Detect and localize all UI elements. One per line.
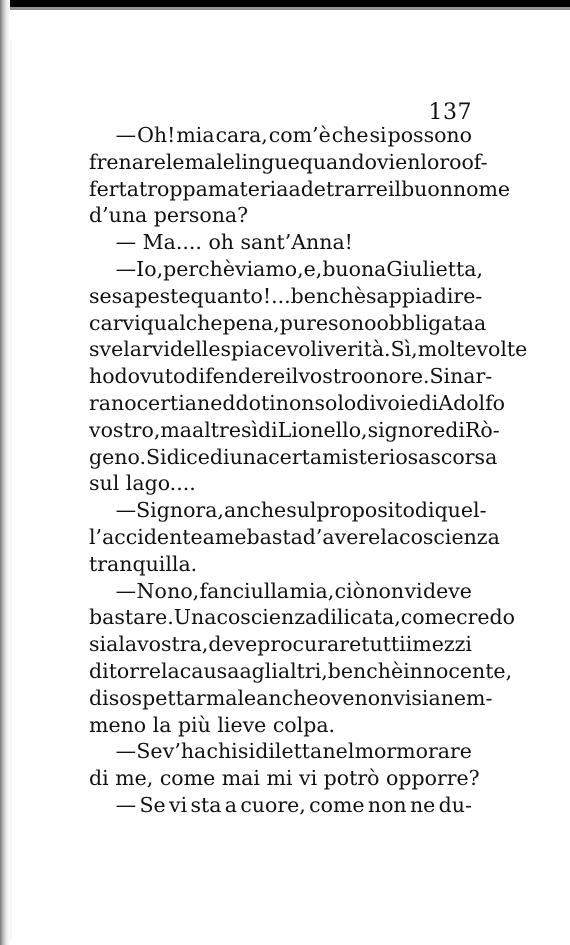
word: diletta bbox=[255, 739, 323, 764]
word: possono bbox=[387, 123, 472, 147]
word: meno bbox=[89, 712, 153, 737]
word: frenare bbox=[89, 149, 166, 174]
word: coscienza bbox=[216, 605, 318, 630]
word: Giulietta, bbox=[386, 256, 484, 281]
word: il bbox=[387, 176, 402, 201]
text-line bbox=[89, 256, 484, 283]
word: cara, bbox=[215, 123, 268, 147]
text-line bbox=[89, 283, 483, 310]
word: si bbox=[237, 739, 255, 764]
word: sapeste bbox=[111, 283, 191, 308]
word: me bbox=[214, 524, 247, 549]
word: di bbox=[418, 390, 439, 415]
text-line bbox=[89, 578, 472, 605]
word: mezzi bbox=[412, 632, 472, 657]
word: altresì bbox=[192, 417, 259, 442]
word: d’una bbox=[89, 203, 154, 228]
word: deve bbox=[208, 632, 258, 657]
word: rano bbox=[89, 390, 137, 415]
word: anche bbox=[223, 498, 287, 523]
word: l’accidente bbox=[89, 524, 203, 549]
word: benchè bbox=[290, 283, 366, 308]
word: di bbox=[89, 658, 109, 683]
word: Si bbox=[429, 364, 451, 389]
word: nem- bbox=[440, 685, 493, 710]
word: loro bbox=[420, 149, 462, 174]
text-line bbox=[89, 631, 472, 658]
word: Oh! bbox=[137, 123, 176, 147]
word: come bbox=[159, 766, 222, 791]
text-line bbox=[89, 470, 472, 497]
word: voi bbox=[375, 390, 407, 415]
word: fanciulla bbox=[199, 578, 290, 603]
word: ma bbox=[160, 417, 193, 442]
word: di bbox=[445, 417, 465, 442]
word: sul bbox=[89, 471, 126, 496]
body-text bbox=[89, 122, 528, 819]
word: anche bbox=[256, 685, 319, 710]
word: vien bbox=[376, 149, 421, 174]
word: male bbox=[205, 685, 257, 710]
text-line bbox=[89, 149, 488, 176]
word: lago.... bbox=[125, 471, 196, 496]
word: sant’Anna! bbox=[240, 230, 353, 255]
word: non bbox=[365, 578, 405, 603]
word: vostro bbox=[298, 364, 364, 389]
word: di bbox=[209, 444, 230, 469]
word: aneddoti bbox=[184, 390, 276, 415]
text-line bbox=[89, 658, 513, 685]
word: Una bbox=[173, 605, 217, 630]
word: volte bbox=[476, 337, 528, 362]
word: no, bbox=[167, 578, 200, 603]
word: a bbox=[288, 176, 301, 201]
word: sul bbox=[286, 498, 317, 523]
word: come bbox=[309, 792, 365, 817]
word: e bbox=[406, 390, 419, 415]
word: solo bbox=[314, 390, 357, 415]
word: du- bbox=[438, 792, 472, 817]
page-number: 137 bbox=[428, 100, 472, 125]
word: mai bbox=[221, 766, 267, 791]
word: proposito bbox=[316, 498, 415, 523]
word: basta bbox=[246, 524, 303, 549]
word: certa bbox=[268, 444, 323, 469]
word: vi bbox=[234, 256, 254, 281]
word: of- bbox=[461, 149, 488, 174]
top-edge-rule bbox=[0, 0, 570, 7]
word: carvi bbox=[89, 310, 141, 335]
text-line bbox=[89, 363, 493, 390]
word: Sì, bbox=[390, 337, 418, 362]
word: perchè bbox=[163, 256, 235, 281]
word: sono bbox=[328, 310, 377, 335]
word: a bbox=[224, 792, 237, 817]
word: v’ha bbox=[162, 739, 207, 764]
word: ne bbox=[409, 792, 436, 817]
word: vi bbox=[393, 685, 412, 710]
word: le bbox=[165, 149, 185, 174]
word: la bbox=[161, 658, 180, 683]
word: onore. bbox=[363, 364, 430, 389]
word: dice bbox=[166, 444, 210, 469]
word: vi bbox=[404, 578, 423, 603]
text-line bbox=[89, 202, 472, 229]
word: Si bbox=[145, 444, 167, 469]
word: se bbox=[89, 283, 112, 308]
word: di bbox=[89, 685, 109, 710]
word: buon bbox=[401, 176, 453, 201]
text-line bbox=[89, 122, 472, 149]
text-line bbox=[89, 390, 506, 417]
page-binding-edge bbox=[0, 0, 10, 945]
word: molte bbox=[417, 337, 477, 362]
word: pure bbox=[279, 310, 329, 335]
word: sia bbox=[89, 632, 119, 657]
word: Rò- bbox=[464, 417, 500, 442]
word: materia bbox=[207, 176, 289, 201]
word: deve bbox=[422, 578, 472, 603]
word: la bbox=[380, 524, 400, 549]
word: innocente, bbox=[403, 658, 513, 683]
word: non bbox=[354, 685, 394, 710]
word: non bbox=[275, 390, 315, 415]
word: cuore, bbox=[240, 792, 306, 817]
word: detrarre bbox=[300, 176, 388, 201]
word: procurare bbox=[257, 632, 362, 657]
word: nar- bbox=[450, 364, 493, 389]
word: vostro, bbox=[89, 417, 161, 442]
word: Io, bbox=[136, 256, 164, 281]
word: persona? bbox=[153, 203, 249, 228]
word: lingue bbox=[234, 149, 300, 174]
word: ove bbox=[318, 685, 355, 710]
word: delle bbox=[169, 337, 221, 362]
word: — bbox=[115, 792, 137, 817]
word: ciò bbox=[334, 578, 365, 603]
text-line bbox=[89, 444, 498, 471]
word: di bbox=[89, 766, 116, 791]
word: e, bbox=[303, 256, 323, 281]
word: misteriosa bbox=[322, 444, 431, 469]
word: oh bbox=[208, 230, 241, 255]
word: Adolfo bbox=[438, 390, 506, 415]
word: benchè bbox=[327, 658, 404, 683]
word: verità. bbox=[323, 337, 391, 362]
text-line bbox=[89, 551, 472, 578]
word: vi bbox=[298, 766, 324, 791]
word: me, bbox=[115, 766, 160, 791]
word: sospettar bbox=[108, 685, 206, 710]
word: svelarvi bbox=[89, 337, 170, 362]
word: pena, bbox=[222, 310, 280, 335]
word: tranquilla. bbox=[89, 551, 198, 576]
word: — bbox=[115, 578, 137, 603]
word: quanto!... bbox=[190, 283, 291, 308]
word: ho bbox=[89, 364, 115, 389]
word: lieve bbox=[217, 712, 273, 737]
word: di bbox=[356, 390, 376, 415]
word: Lionello, bbox=[277, 417, 368, 442]
word: scorsa bbox=[430, 444, 498, 469]
word: — bbox=[115, 230, 143, 255]
word: si bbox=[369, 123, 387, 147]
word: i bbox=[405, 632, 413, 657]
word: re- bbox=[453, 283, 483, 308]
text-line bbox=[89, 336, 528, 363]
word: coscienza bbox=[399, 524, 500, 549]
word: il bbox=[285, 364, 299, 389]
word: una bbox=[229, 444, 269, 469]
word: — bbox=[115, 256, 137, 281]
word: quando bbox=[299, 149, 377, 174]
word: la bbox=[152, 712, 178, 737]
text-line bbox=[89, 229, 472, 256]
text-line bbox=[89, 310, 487, 337]
word: Se bbox=[139, 792, 166, 817]
word: potrò bbox=[323, 766, 387, 791]
word: mia bbox=[176, 123, 215, 147]
word: più bbox=[177, 712, 218, 737]
word: mormorare bbox=[354, 739, 472, 764]
word: colpa. bbox=[272, 712, 336, 737]
word: spiacevoli bbox=[220, 337, 324, 362]
word: causa bbox=[179, 658, 240, 683]
word: la bbox=[118, 632, 138, 657]
word: opporre? bbox=[386, 766, 480, 791]
text-line bbox=[89, 604, 516, 631]
word: signore bbox=[367, 417, 446, 442]
word: di bbox=[258, 417, 278, 442]
word: bastare. bbox=[89, 605, 174, 630]
word: No bbox=[136, 578, 167, 603]
text-line bbox=[89, 497, 487, 524]
word: mia, bbox=[289, 578, 335, 603]
word: dovuto bbox=[114, 364, 186, 389]
word: non bbox=[367, 792, 407, 817]
text-line bbox=[89, 738, 472, 765]
word: Ma.... bbox=[142, 230, 209, 255]
word: che bbox=[331, 123, 369, 147]
text-line bbox=[89, 417, 500, 444]
word: a bbox=[202, 524, 215, 549]
word: vi bbox=[168, 792, 188, 817]
word: obbligata bbox=[376, 310, 474, 335]
word: — bbox=[115, 123, 137, 147]
word: sappia bbox=[365, 283, 434, 308]
word: troppa bbox=[138, 176, 208, 201]
word: — bbox=[115, 498, 137, 523]
word: male bbox=[184, 149, 235, 174]
word: com’è bbox=[268, 123, 331, 147]
word: quel- bbox=[434, 498, 487, 523]
word: amo, bbox=[253, 256, 304, 281]
word: qualche bbox=[140, 310, 223, 335]
word: Signora, bbox=[136, 498, 224, 523]
text-line bbox=[89, 792, 472, 819]
word: torre bbox=[108, 658, 161, 683]
word: difendere bbox=[185, 364, 286, 389]
text-line bbox=[89, 765, 480, 792]
word: dilicata, bbox=[317, 605, 401, 630]
word: d’avere bbox=[302, 524, 381, 549]
word: sia bbox=[411, 685, 441, 710]
word: di bbox=[414, 498, 435, 523]
word: di bbox=[433, 283, 454, 308]
word: tutti bbox=[361, 632, 406, 657]
text-line bbox=[89, 712, 472, 739]
word: nome bbox=[452, 176, 511, 201]
text-line bbox=[89, 685, 493, 712]
word: credo bbox=[456, 605, 516, 630]
word: vostra, bbox=[137, 632, 209, 657]
word: mi bbox=[266, 766, 299, 791]
word: buona bbox=[322, 256, 387, 281]
word: — bbox=[115, 739, 137, 764]
word: altri, bbox=[277, 658, 328, 683]
word: chi bbox=[206, 739, 238, 764]
text-line bbox=[89, 524, 500, 551]
text-line bbox=[89, 176, 511, 203]
word: sta bbox=[190, 792, 222, 817]
word: agli bbox=[239, 658, 278, 683]
word: ferta bbox=[89, 176, 139, 201]
word: a bbox=[473, 310, 487, 335]
word: certi bbox=[136, 390, 185, 415]
word: come bbox=[400, 605, 457, 630]
word: Se bbox=[136, 739, 163, 764]
word: geno. bbox=[89, 444, 146, 469]
word: nel bbox=[322, 739, 355, 764]
